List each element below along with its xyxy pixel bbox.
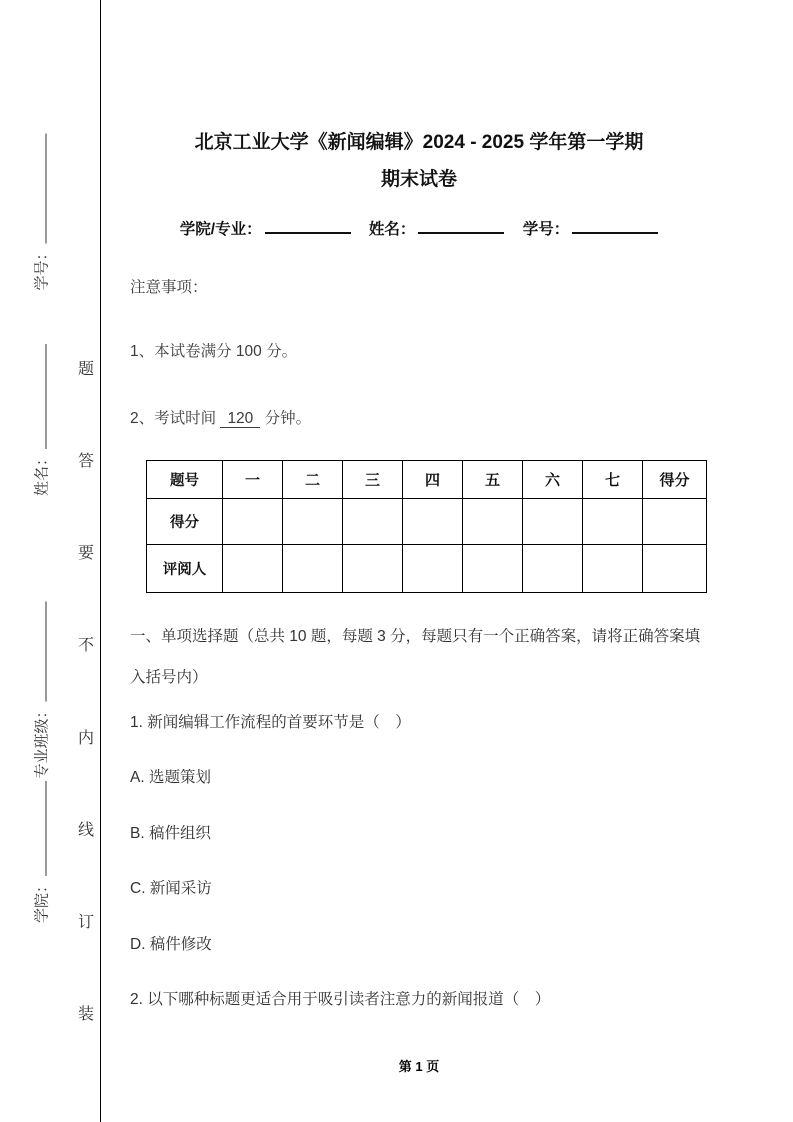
page-number: 第 1 页	[398, 1058, 440, 1074]
name-fill-blank	[418, 219, 504, 234]
binding-char: 装	[77, 1005, 94, 1023]
reviewer-cell	[403, 545, 463, 593]
fill-line	[33, 133, 47, 243]
header-cell-score: 得分	[643, 461, 707, 499]
dept-label: 学院/专业：	[179, 221, 262, 239]
dept-fill-blank	[265, 219, 351, 234]
score-row	[147, 499, 707, 545]
score-cell	[403, 499, 463, 545]
question-1-option-b: B. 稿件组织	[130, 824, 211, 842]
question-1-option-c: C. 新闻采访	[130, 880, 212, 898]
header-cell-5: 五	[463, 461, 523, 499]
fill-line	[33, 344, 47, 449]
fill-line	[33, 601, 47, 701]
margin-field-class-label: 专业班级：	[33, 703, 51, 779]
score-cell	[463, 499, 523, 545]
student-id-label: 学号：	[522, 221, 570, 239]
question-1-option-d: D. 稿件修改	[130, 935, 212, 953]
reviewer-cell	[523, 545, 583, 593]
score-cell	[223, 499, 283, 545]
header-cell-7: 七	[583, 461, 643, 499]
reviewer-cell	[643, 545, 707, 593]
score-cell	[343, 499, 403, 545]
row-label-reviewer: 评阅人	[147, 545, 223, 593]
margin-field-student-id-label: 学号：	[33, 245, 51, 291]
margin-field-name	[31, 344, 52, 496]
question-1-option-a: A. 选题策划	[130, 769, 211, 787]
binding-char: 答	[77, 453, 94, 471]
binding-phrase-column	[76, 356, 96, 1024]
question-2: 2. 以下哪种标题更适合用于吸引读者注意力的新闻报道（ ）	[130, 991, 551, 1009]
margin-field-name-label: 姓名：	[33, 450, 51, 497]
question-1: 1. 新闻编辑工作流程的首要环节是（ ）	[130, 713, 411, 731]
student-id-fill-blank	[572, 219, 658, 234]
reviewer-cell	[283, 545, 343, 593]
exam-content	[130, 0, 708, 1075]
margin-field-college-label: 学院：	[33, 877, 51, 924]
score-cell	[523, 499, 583, 545]
reviewer-cell	[583, 545, 643, 593]
fill-line	[33, 781, 47, 876]
header-cell-4: 四	[403, 461, 463, 499]
note-item-2-suffix: 分钟。	[264, 409, 312, 427]
notes-heading: 注意事项：	[130, 279, 208, 297]
row-label-score: 得分	[147, 499, 223, 545]
margin-field-class	[31, 601, 52, 778]
score-cell	[583, 499, 643, 545]
margin-field-college	[31, 781, 52, 923]
score-table	[146, 460, 707, 593]
score-cell	[643, 499, 707, 545]
header-cell-1: 一	[223, 461, 283, 499]
reviewer-row	[147, 545, 707, 593]
binding-char: 要	[77, 545, 94, 563]
header-cell-3: 三	[343, 461, 403, 499]
binding-char: 题	[77, 361, 94, 378]
margin-field-student-id	[31, 133, 52, 290]
name-label: 姓名：	[368, 221, 416, 239]
score-cell	[283, 499, 343, 545]
binding-char: 不	[77, 637, 94, 655]
header-cell-question-number: 题号	[147, 461, 223, 499]
note-item-1: 1、本试卷满分 100 分。	[130, 343, 298, 361]
header-cell-6: 六	[523, 461, 583, 499]
reviewer-cell	[223, 545, 283, 593]
note-item-2-prefix: 2、考试时间	[130, 409, 217, 427]
binding-char: 内	[77, 729, 94, 747]
binding-char: 线	[77, 821, 94, 839]
section-1-heading: 一、单项选择题（总共 10 题，每题 3 分，每题只有一个正确答案，请将正确答案填入括号内）	[130, 628, 701, 686]
reviewer-cell	[463, 545, 523, 593]
binding-line	[100, 0, 101, 1122]
header-cell-2: 二	[283, 461, 343, 499]
note-item-2	[130, 408, 708, 430]
binding-char: 订	[77, 913, 94, 931]
exam-title: 北京工业大学《新闻编辑》2024 - 2025 学年第一学期	[194, 132, 644, 153]
reviewer-cell	[343, 545, 403, 593]
score-table-header-row	[147, 461, 707, 499]
exam-subtitle: 期末试卷	[380, 169, 457, 191]
exam-duration-value: 120	[220, 410, 260, 428]
student-info-line	[130, 217, 708, 239]
